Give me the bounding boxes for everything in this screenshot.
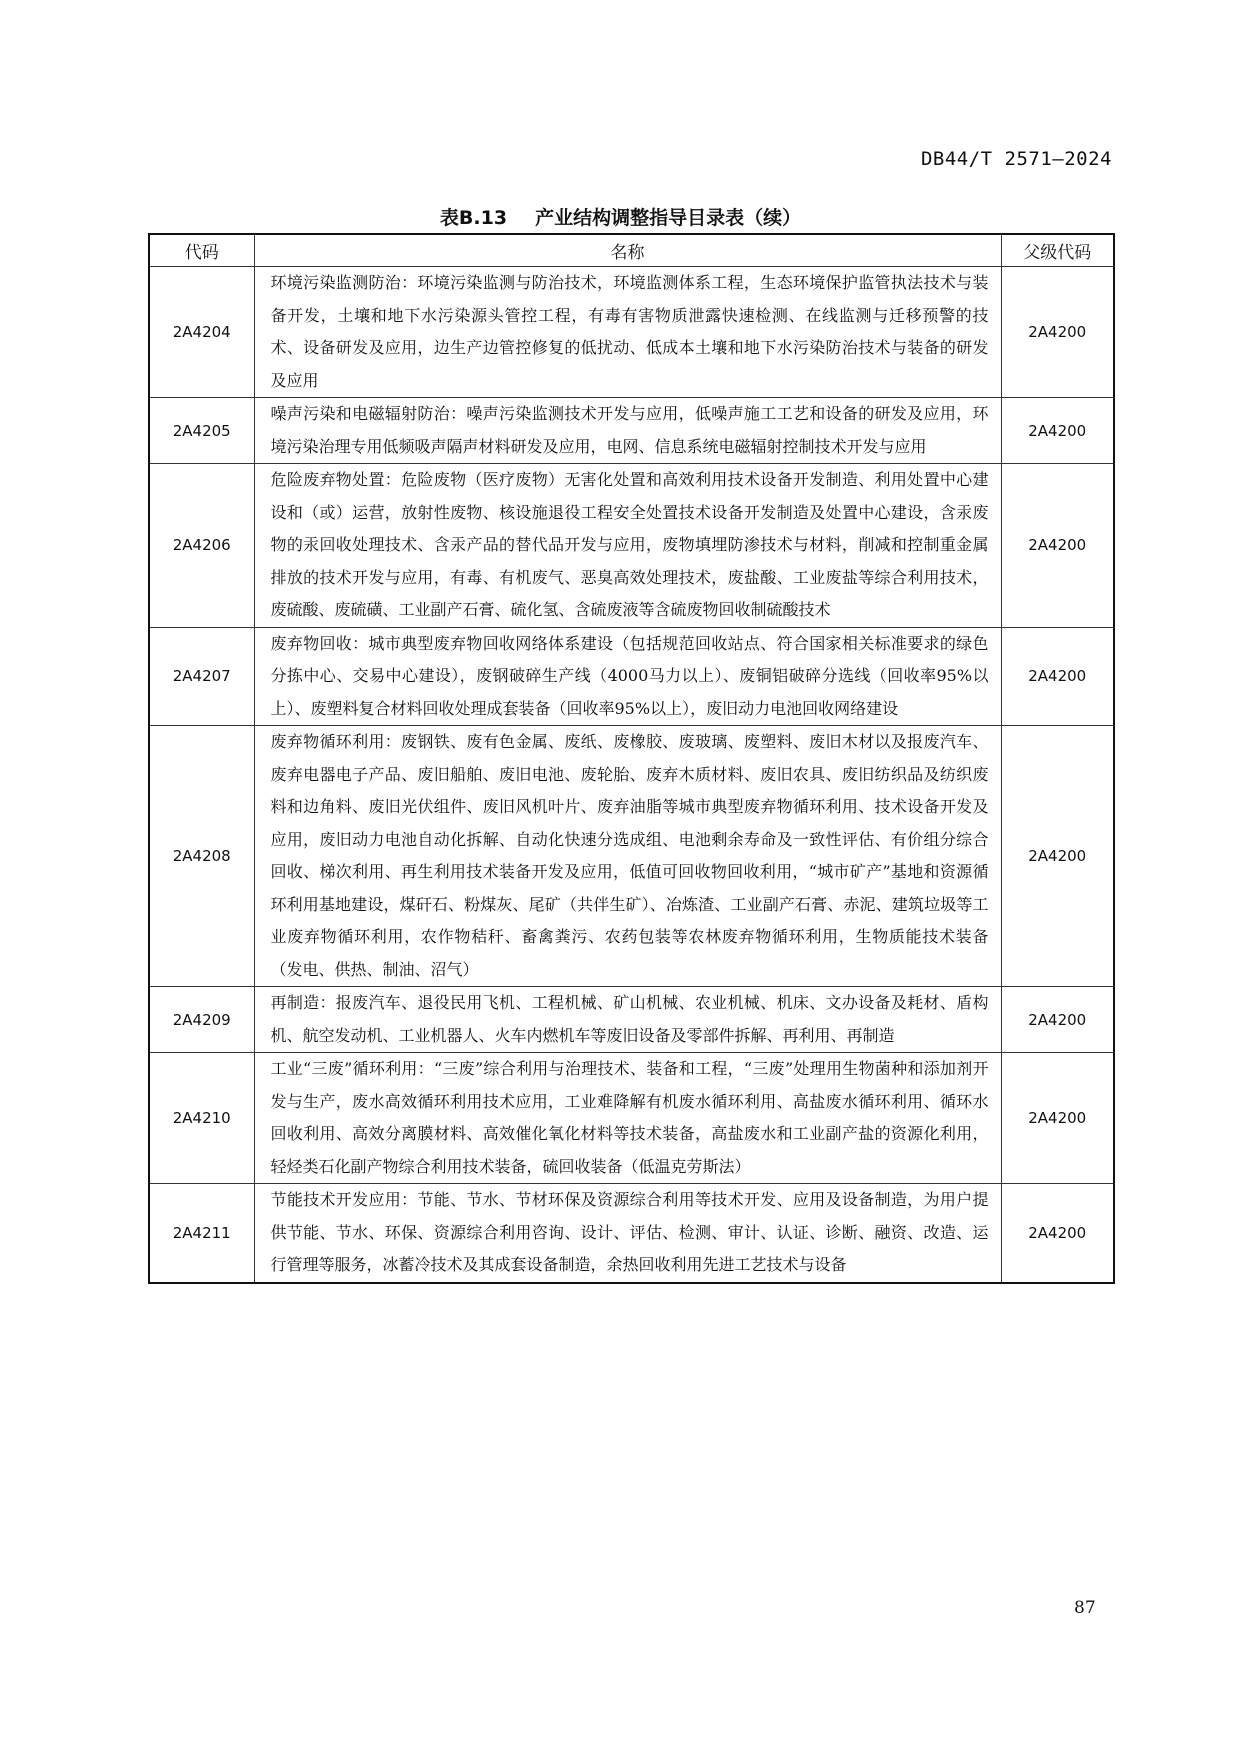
row-parent-code: 2A4200: [1001, 267, 1114, 398]
column-header-name: 名称: [254, 234, 1001, 267]
row-code: 2A4210: [149, 1053, 254, 1184]
table-title: [0, 203, 1241, 230]
row-parent-code: 2A4200: [1001, 726, 1114, 987]
row-code: 2A4208: [149, 726, 254, 987]
table-row: [149, 987, 1114, 1053]
row-code: 2A4211: [149, 1184, 254, 1283]
table-row: [149, 1053, 1114, 1184]
page-number: 87: [1074, 1598, 1096, 1618]
table-row: [149, 1184, 1114, 1283]
row-name: 危险废弃物处置：危险废物（医疗废物）无害化处置和高效利用技术设备开发制造、利用处置中心建设和（或）运营，放射性废物、核设施退役工程安全处置技术设备开发制造及处置中心建设，含汞废物的汞回收处理技术、含汞产品的替代品开发与应用，废物填埋防渗技术与材料，削减和控制重金属排放的技术开发与应用，有毒、有机废气、恶臭高效处理技术，废盐酸、工业废盐等综合利用技术，废硫酸、废硫磺、工业副产石膏、硫化氢、含硫废液等含硫废物回收制硫酸技术: [254, 464, 1001, 628]
row-code: 2A4209: [149, 987, 254, 1053]
document-id: DB44/T 2571—2024: [920, 148, 1112, 170]
row-name: 节能技术开发应用：节能、节水、节材环保及资源综合利用等技术开发、应用及设备制造，为用户提供节能、节水、环保、资源综合利用咨询、设计、评估、检测、审计、认证、诊断、融资、改造、运行管理等服务，冰蓄冷技术及其成套设备制造，余热回收利用先进工艺技术与设备: [254, 1184, 1001, 1283]
row-name: 再制造：报废汽车、退役民用飞机、工程机械、矿山机械、农业机械、机床、文办设备及耗材、盾构机、航空发动机、工业机器人、火车内燃机车等废旧设备及零部件拆解、再利用、再制造: [254, 987, 1001, 1053]
table-title-text: 产业结构调整指导目录表（续）: [535, 207, 802, 229]
row-parent-code: 2A4200: [1001, 398, 1114, 464]
catalog-table: [148, 233, 1115, 1284]
table-row: [149, 464, 1114, 628]
table-header-row: [149, 234, 1114, 267]
table-title-label: 表B.13: [439, 207, 508, 229]
table-row: [149, 398, 1114, 464]
row-name: 工业“三废”循环利用：“三废”综合利用与治理技术、装备和工程，“三废”处理用生物菌种和添加剂开发与生产，废水高效循环利用技术应用，工业难降解有机废水循环利用、高盐废水循环利用、循环水回收利用、高效分离膜材料、高效催化氧化材料等技术装备，高盐废水和工业副产盐的资源化利用，轻烃类石化副产物综合利用技术装备，硫回收装备（低温克劳斯法）: [254, 1053, 1001, 1184]
row-name: 废弃物循环利用：废钢铁、废有色金属、废纸、废橡胶、废玻璃、废塑料、废旧木材以及报废汽车、废弃电器电子产品、废旧船舶、废旧电池、废轮胎、废弃木质材料、废旧农具、废旧纺织品及纺织废料和边角料、废旧光伏组件、废旧风机叶片、废弃油脂等城市典型废弃物循环利用、技术设备开发及应用，废旧动力电池自动化拆解、自动化快速分选成组、电池剩余寿命及一致性评估、有价组分综合回收、梯次利用、再生利用技术装备开发及应用，低值可回收物回收利用，“城市矿产”基地和资源循环利用基地建设，煤矸石、粉煤灰、尾矿（共伴生矿）、冶炼渣、工业副产石膏、赤泥、建筑垃圾等工业废弃物循环利用，农作物秸秆、畜禽粪污、农药包装等农林废弃物循环利用，生物质能技术装备（发电、供热、制油、沼气）: [254, 726, 1001, 987]
row-code: 2A4204: [149, 267, 254, 398]
row-parent-code: 2A4200: [1001, 987, 1114, 1053]
row-code: 2A4207: [149, 627, 254, 726]
table-row: [149, 267, 1114, 398]
row-name: 噪声污染和电磁辐射防治：噪声污染监测技术开发与应用，低噪声施工工艺和设备的研发及应用，环境污染治理专用低频吸声隔声材料研发及应用，电网、信息系统电磁辐射控制技术开发与应用: [254, 398, 1001, 464]
row-parent-code: 2A4200: [1001, 1184, 1114, 1283]
column-header-parent: 父级代码: [1001, 234, 1114, 267]
row-parent-code: 2A4200: [1001, 627, 1114, 726]
column-header-code: 代码: [149, 234, 254, 267]
row-parent-code: 2A4200: [1001, 464, 1114, 628]
row-code: 2A4205: [149, 398, 254, 464]
table-row: [149, 627, 1114, 726]
table-row: [149, 726, 1114, 987]
row-parent-code: 2A4200: [1001, 1053, 1114, 1184]
row-name: 环境污染监测防治：环境污染监测与防治技术，环境监测体系工程，生态环境保护监管执法技术与装备开发，土壤和地下水污染源头管控工程，有毒有害物质泄露快速检测、在线监测与迁移预警的技术、设备研发及应用，边生产边管控修复的低扰动、低成本土壤和地下水污染防治技术与装备的研发及应用: [254, 267, 1001, 398]
row-code: 2A4206: [149, 464, 254, 628]
row-name: 废弃物回收：城市典型废弃物回收网络体系建设（包括规范回收站点、符合国家相关标准要求的绿色分拣中心、交易中心建设），废钢破碎生产线（4000马力以上）、废铜铝破碎分选线（回收率95%以上）、废塑料复合材料回收处理成套装备（回收率95%以上），废旧动力电池回收网络建设: [254, 627, 1001, 726]
